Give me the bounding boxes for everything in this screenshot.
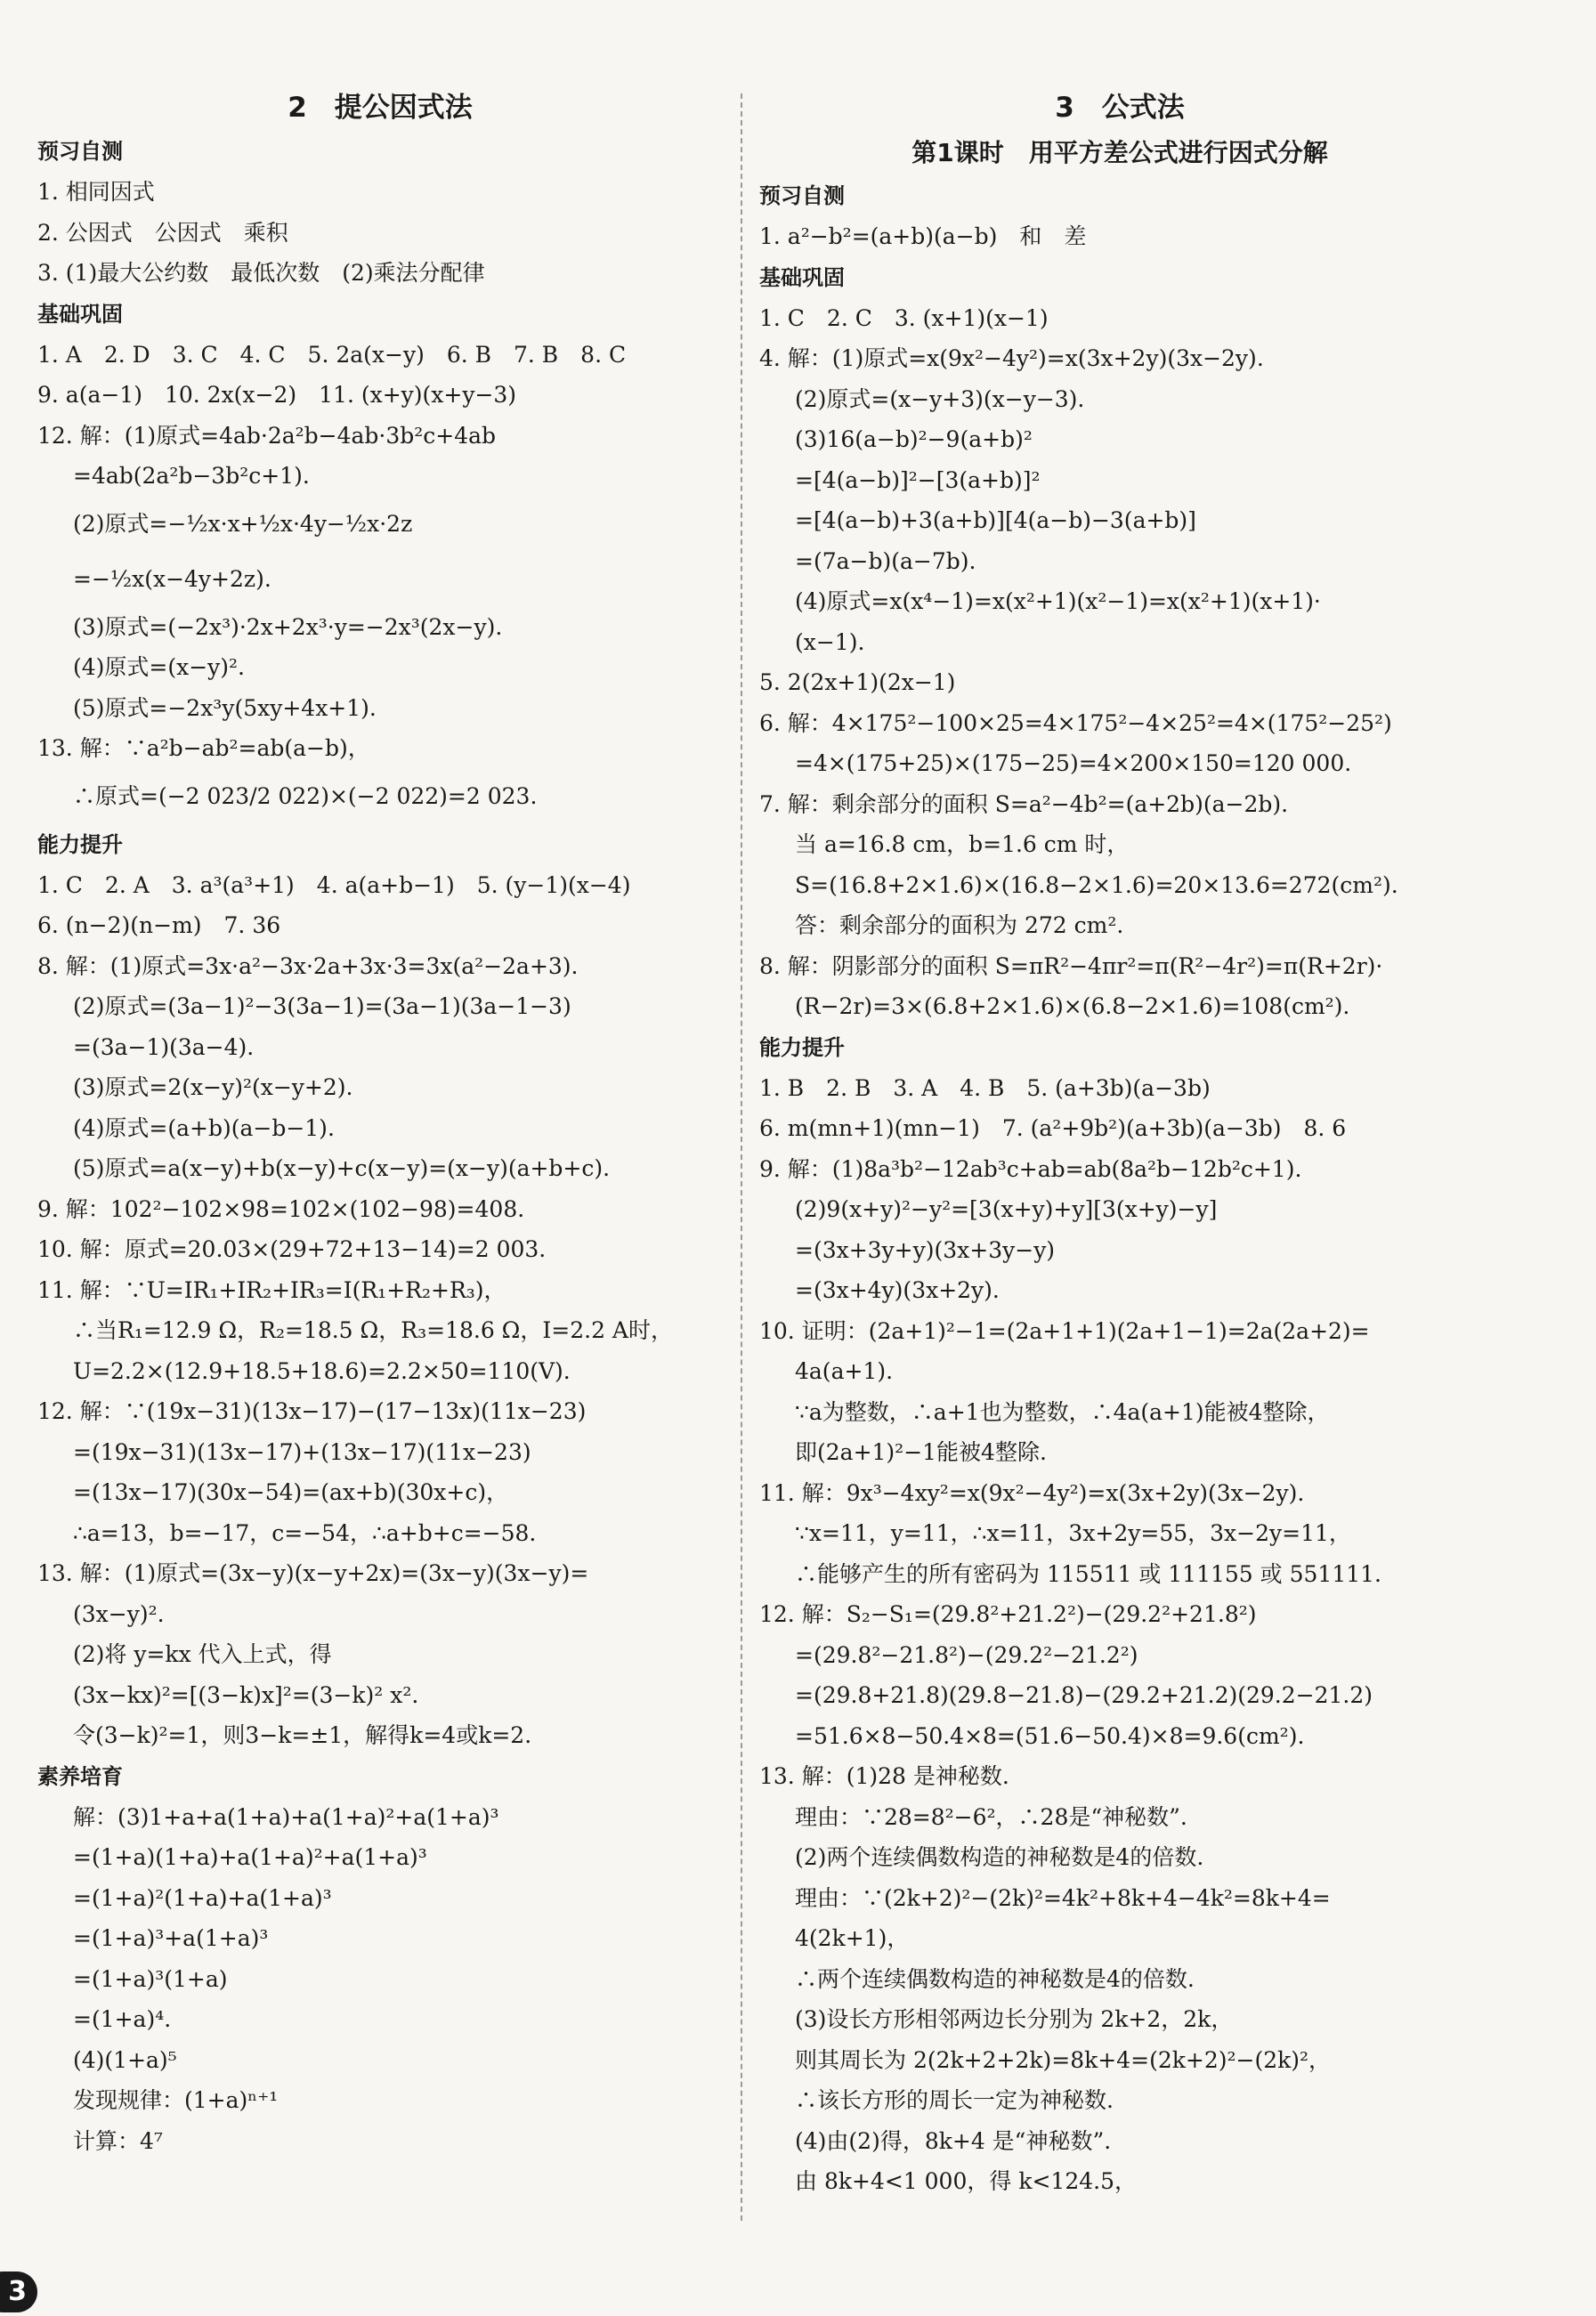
lesson-subtitle: 第1课时 用平方差公式进行因式分解 [911, 138, 1328, 167]
answer-line: (2)9(x+y)²−y²=[3(x+y)+y][3(x+y)−y] [795, 1196, 1218, 1222]
answer-line: 7. 解：剩余部分的面积 S=a²−4b²=(a+2b)(a−2b). [759, 790, 1289, 817]
answer-line: =−½x(x−4y+2z). [73, 565, 271, 592]
answer-line: (3x−y)². [73, 1600, 165, 1627]
section-heading: 预习自测 [759, 183, 845, 208]
answer-line: 1. B 2. B 3. A 4. B 5. (a+3b)(a−3b) [759, 1074, 1211, 1101]
answer-line: (3x−kx)²=[(3−k)x]²=(3−k)² x². [73, 1681, 419, 1708]
answer-line: ∵a为整数，∴a+1也为整数，∴4a(a+1)能被4整除， [795, 1398, 1330, 1425]
answer-line: =(1+a)³+a(1+a)³ [73, 1925, 269, 1951]
answer-line: 6. (n−2)(n−m) 7. 36 [37, 912, 281, 938]
answer-line: =(29.8+21.8)(29.8−21.8)−(29.2+21.2)(29.2−21.2) [795, 1682, 1373, 1708]
section-heading: 基础巩固 [37, 301, 123, 327]
answer-line: 发现规律：(1+a)ⁿ⁺¹ [73, 2087, 279, 2113]
answer-line: (2)原式=−½x·x+½x·4y−½x·2z [73, 510, 413, 537]
answer-line: =(1+a)²(1+a)+a(1+a)³ [73, 1884, 332, 1911]
answer-line: 9. 解：102²−102×98=102×(102−98)=408. [37, 1195, 525, 1222]
answer-line: 1. C 2. C 3. (x+1)(x−1) [759, 304, 1049, 331]
answer-line: (2)将 y=kx 代入上式，得 [73, 1641, 332, 1667]
answer-line: =(3x+4y)(3x+2y). [795, 1277, 1000, 1303]
answer-line: 由 8k+4<1 000，得 k<124.5， [795, 2168, 1137, 2194]
answer-line: 8. 解：阴影部分的面积 S=πR²−4πr²=π(R²−4r²)=π(R+2r)· [759, 952, 1383, 979]
answer-line: =(3x+3y+y)(3x+3y−y) [795, 1236, 1056, 1263]
answer-line: 12. 解：S₂−S₁=(29.8²+21.2²)−(29.2²+21.8²) [759, 1601, 1257, 1627]
answer-line: =(13x−17)(30x−54)=(ax+b)(30x+c)， [73, 1479, 509, 1505]
answer-line: 即(2a+1)²−1能被4整除. [795, 1439, 1047, 1465]
answer-line: (2)两个连续偶数构造的神秘数是4的倍数. [795, 1844, 1204, 1870]
answer-line: 计算：4⁷ [73, 2127, 163, 2154]
answer-line: 12. 解：(1)原式=4ab·2a²b−4ab·3b²c+4ab [37, 422, 497, 449]
answer-line: 13. 解：∵a²b−ab²=ab(a−b)， [37, 735, 370, 761]
answer-line: =[4(a−b)+3(a+b)][4(a−b)−3(a+b)] [795, 507, 1196, 533]
answer-line: 5. 2(2x+1)(2x−1) [759, 669, 956, 695]
answer-line: 1. 相同因式 [37, 179, 155, 205]
column-divider [741, 93, 742, 2221]
answer-line: ∴该长方形的周长一定为神秘数. [795, 2087, 1114, 2113]
answer-line: 6. 解：4×175²−100×25=4×175²−4×25²=4×(175²−25²) [759, 709, 1392, 736]
answer-line: (5)原式=−2x³y(5xy+4x+1). [73, 694, 377, 721]
right-column [759, 85, 1480, 2202]
section-heading: 能力提升 [37, 831, 123, 857]
answer-line: (4)由(2)得，8k+4 是“神秘数”. [795, 2127, 1112, 2154]
answer-line: (x−1). [795, 628, 865, 655]
answer-line: 当 a=16.8 cm，b=1.6 cm 时， [795, 831, 1130, 857]
answer-line: (5)原式=a(x−y)+b(x−y)+c(x−y)=(x−y)(a+b+c). [73, 1155, 611, 1181]
left-answers [37, 131, 723, 2161]
answer-line: (4)(1+a)⁵ [73, 2046, 177, 2073]
right-answers [759, 175, 1480, 2202]
answer-line: 11. 解：∵U=IR₁+IR₂+IR₃=I(R₁+R₂+R₃)， [37, 1276, 506, 1303]
answer-line: =(1+a)⁴. [73, 2006, 172, 2032]
answer-line: 理由：∵(2k+2)²−(2k)²=4k²+8k+4−4k²=8k+4= [795, 1884, 1331, 1911]
answer-line: (4)原式=(x−y)². [73, 654, 246, 680]
answer-line: =4ab(2a²b−3b²c+1). [73, 463, 310, 489]
answer-line: =(1+a)³(1+a) [73, 1965, 228, 1992]
answer-line: 9. a(a−1) 10. 2x(x−2) 11. (x+y)(x+y−3) [37, 382, 517, 408]
answer-line: =(19x−31)(13x−17)+(13x−17)(11x−23) [73, 1438, 531, 1465]
answer-line: 6. m(mn+1)(mn−1) 7. (a²+9b²)(a+3b)(a−3b) 8. 6 [759, 1115, 1347, 1141]
answer-line: (R−2r)=3×(6.8+2×1.6)×(6.8−2×1.6)=108(cm²). [795, 993, 1350, 1019]
answer-line: (3)原式=(−2x³)·2x+2x³·y=−2x³(2x−y). [73, 613, 503, 640]
answer-line: 4. 解：(1)原式=x(9x²−4y²)=x(3x+2y)(3x−2y). [759, 345, 1264, 371]
answer-line: (3)设长方形相邻两边长分别为 2k+2，2k， [795, 2006, 1234, 2032]
left-column [37, 85, 723, 2161]
answer-line: U=2.2×(12.9+18.5+18.6)=2.2×50=110(V). [73, 1357, 571, 1384]
section-heading: 基础巩固 [759, 264, 845, 290]
answer-line: (2)原式=(x−y+3)(x−y−3). [795, 385, 1085, 412]
answer-line: 4a(a+1). [795, 1358, 894, 1384]
section-title-right: 3 公式法 [1055, 92, 1185, 124]
answer-line: 3. (1)最大公约数 最低次数 (2)乘法分配律 [37, 260, 485, 286]
section-heading: 预习自测 [37, 139, 123, 164]
answer-line: 11. 解：9x³−4xy²=x(9x²−4y²)=x(3x+2y)(3x−2y). [759, 1479, 1305, 1506]
answer-line: 理由：∵28=8²−6²，∴28是“神秘数”. [795, 1803, 1187, 1830]
answer-line: ∴两个连续偶数构造的神秘数是4的倍数. [795, 1965, 1195, 1992]
answer-line: S=(16.8+2×1.6)×(16.8−2×1.6)=20×13.6=272(cm²). [795, 871, 1398, 898]
page-number-badge: 3 [0, 2271, 37, 2312]
answer-line: (4)原式=x(x⁴−1)=x(x²+1)(x²−1)=x(x²+1)(x+1)· [795, 588, 1321, 614]
answer-line: =(29.8²−21.8²)−(29.2²−21.2²) [795, 1641, 1138, 1668]
answer-line: 则其周长为 2(2k+2+2k)=8k+4=(2k+2)²−(2k)²， [795, 2046, 1332, 2073]
answer-line: =(7a−b)(a−7b). [795, 547, 976, 574]
answer-line: ∵x=11，y=11，∴x=11，3x+2y=55，3x−2y=11， [795, 1520, 1351, 1546]
answer-line: (2)原式=(3a−1)²−3(3a−1)=(3a−1)(3a−1−3) [73, 993, 571, 1019]
answer-line: 10. 解：原式=20.03×(29+72+13−14)=2 003. [37, 1236, 547, 1262]
answer-line: 答：剩余部分的面积为 272 cm². [795, 912, 1124, 938]
answer-line: 1. A 2. D 3. C 4. C 5. 2a(x−y) 6. B 7. B 8. C [37, 341, 627, 368]
answer-line: ∴原式=(−2 023/2 022)×(−2 022)=2 023. [73, 782, 538, 809]
answer-line: ∴当R₁=12.9 Ω，R₂=18.5 Ω，R₃=18.6 Ω，I=2.2 A时， [73, 1317, 673, 1343]
answer-line: 12. 解：∵(19x−31)(13x−17)−(17−13x)(11x−23) [37, 1398, 587, 1424]
answer-line: 10. 证明：(2a+1)²−1=(2a+1+1)(2a+1−1)=2a(2a+2)= [759, 1317, 1370, 1344]
answer-line: =(1+a)(1+a)+a(1+a)²+a(1+a)³ [73, 1844, 427, 1870]
answer-line: 13. 解：(1)原式=(3x−y)(x−y+2x)=(3x−y)(3x−y)= [37, 1560, 589, 1586]
answer-line: 8. 解：(1)原式=3x·a²−3x·2a+3x·3=3x(a²−2a+3). [37, 952, 579, 979]
answer-line: =4×(175+25)×(175−25)=4×200×150=120 000. [795, 750, 1352, 776]
answer-line: (3)原式=2(x−y)²(x−y+2). [73, 1074, 353, 1100]
answer-line: 4(2k+1)， [795, 1925, 910, 1951]
answer-line: =51.6×8−50.4×8=(51.6−50.4)×8=9.6(cm²). [795, 1722, 1305, 1749]
answer-line: =[4(a−b)]²−[3(a+b)]² [795, 466, 1041, 493]
answer-line: =(3a−1)(3a−4). [73, 1033, 255, 1060]
section-title-left: 2 提公因式法 [288, 92, 473, 124]
answer-line: 1. C 2. A 3. a³(a³+1) 4. a(a+b−1) 5. (y−1)(x−4) [37, 871, 631, 898]
section-heading: 素养培育 [37, 1763, 123, 1789]
answer-line: 9. 解：(1)8a³b²−12ab³c+ab=ab(8a²b−12b²c+1). [759, 1155, 1302, 1182]
section-heading: 能力提升 [759, 1034, 845, 1060]
answer-line: ∴能够产生的所有密码为 115511 或 111155 或 551111. [795, 1560, 1381, 1587]
answer-line: 2. 公因式 公因式 乘积 [37, 219, 288, 246]
answer-line: 13. 解：(1)28 是神秘数. [759, 1763, 1009, 1789]
answer-line: 令(3−k)²=1，则3−k=±1，解得k=4或k=2. [73, 1722, 532, 1748]
answer-line: 解：(3)1+a+a(1+a)+a(1+a)²+a(1+a)³ [73, 1803, 499, 1830]
answer-line: ∴a=13，b=−17，c=−54，∴a+b+c=−58. [73, 1519, 537, 1546]
answer-line: (3)16(a−b)²−9(a+b)² [795, 426, 1033, 452]
answer-line: 1. a²−b²=(a+b)(a−b) 和 差 [759, 223, 1087, 249]
answer-line: (4)原式=(a+b)(a−b−1). [73, 1114, 335, 1141]
